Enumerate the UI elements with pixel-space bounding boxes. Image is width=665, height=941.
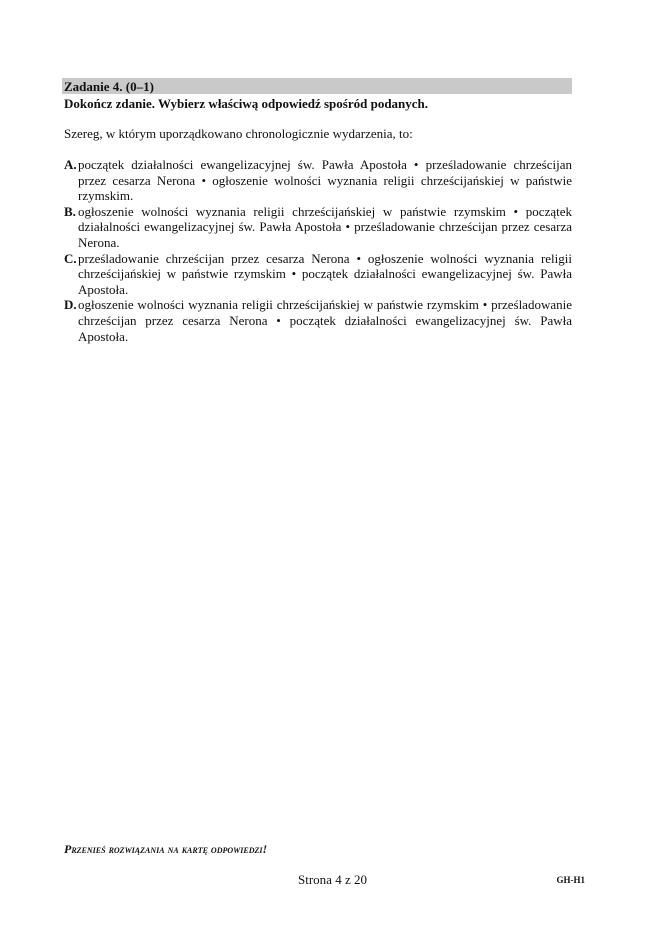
option-letter: A.	[64, 157, 77, 172]
option-text: ogłoszenie wolności wyznania religii chrześcijańskiej w państwie rzymskim • prześladowanie chrześcijan przez cesarza Nerona • początek działalności ewangelizacyjnej św. Pawła Apostoła.	[78, 297, 572, 344]
task-title: Zadanie 4. (0–1)	[64, 79, 154, 94]
page-number: Strona 4 z 20	[298, 872, 367, 887]
option-text: ogłoszenie wolności wyznania religii chrześcijańskiej w państwie rzymskim • początek działalności ewangelizacyjnej św. Pawła Apostoła • prześladowanie chrześcijan przez cesarza Nerona.	[78, 203, 572, 250]
answer-options	[64, 157, 572, 344]
option-c[interactable]	[64, 251, 572, 298]
option-letter: C.	[64, 250, 77, 266]
option-d[interactable]	[64, 297, 572, 344]
option-text: prześladowanie chrześcijan przez cesarza Nerona • ogłoszenie wolności wyznania religii chrześcijańskiej w państwie rzymskim • początek działalności ewangelizacyjnej św. Pawła Apostoła.	[78, 250, 572, 297]
question-stem: Szereg, w którym uporządkowano chronologicznie wydarzenia, to:	[64, 126, 413, 141]
option-b[interactable]	[64, 204, 572, 251]
option-letter: D.	[64, 297, 77, 313]
task-instruction: Dokończ zdanie. Wybierz właściwą odpowiedź spośród podanych.	[64, 96, 429, 111]
exam-code: GH-H1	[556, 875, 585, 885]
option-letter: B.	[64, 203, 76, 219]
transfer-answers-note: Przenieś rozwiązania na kartę odpowiedzi!	[64, 842, 268, 856]
option-text: początek działalności ewangelizacyjnej św. Pawła Apostoła • prześladowanie chrześcijan przez cesarza Nerona • ogłoszenie wolności wyznania religii chrześcijańskiej w państwie rzymskim.	[78, 157, 572, 204]
option-a[interactable]	[64, 157, 572, 204]
